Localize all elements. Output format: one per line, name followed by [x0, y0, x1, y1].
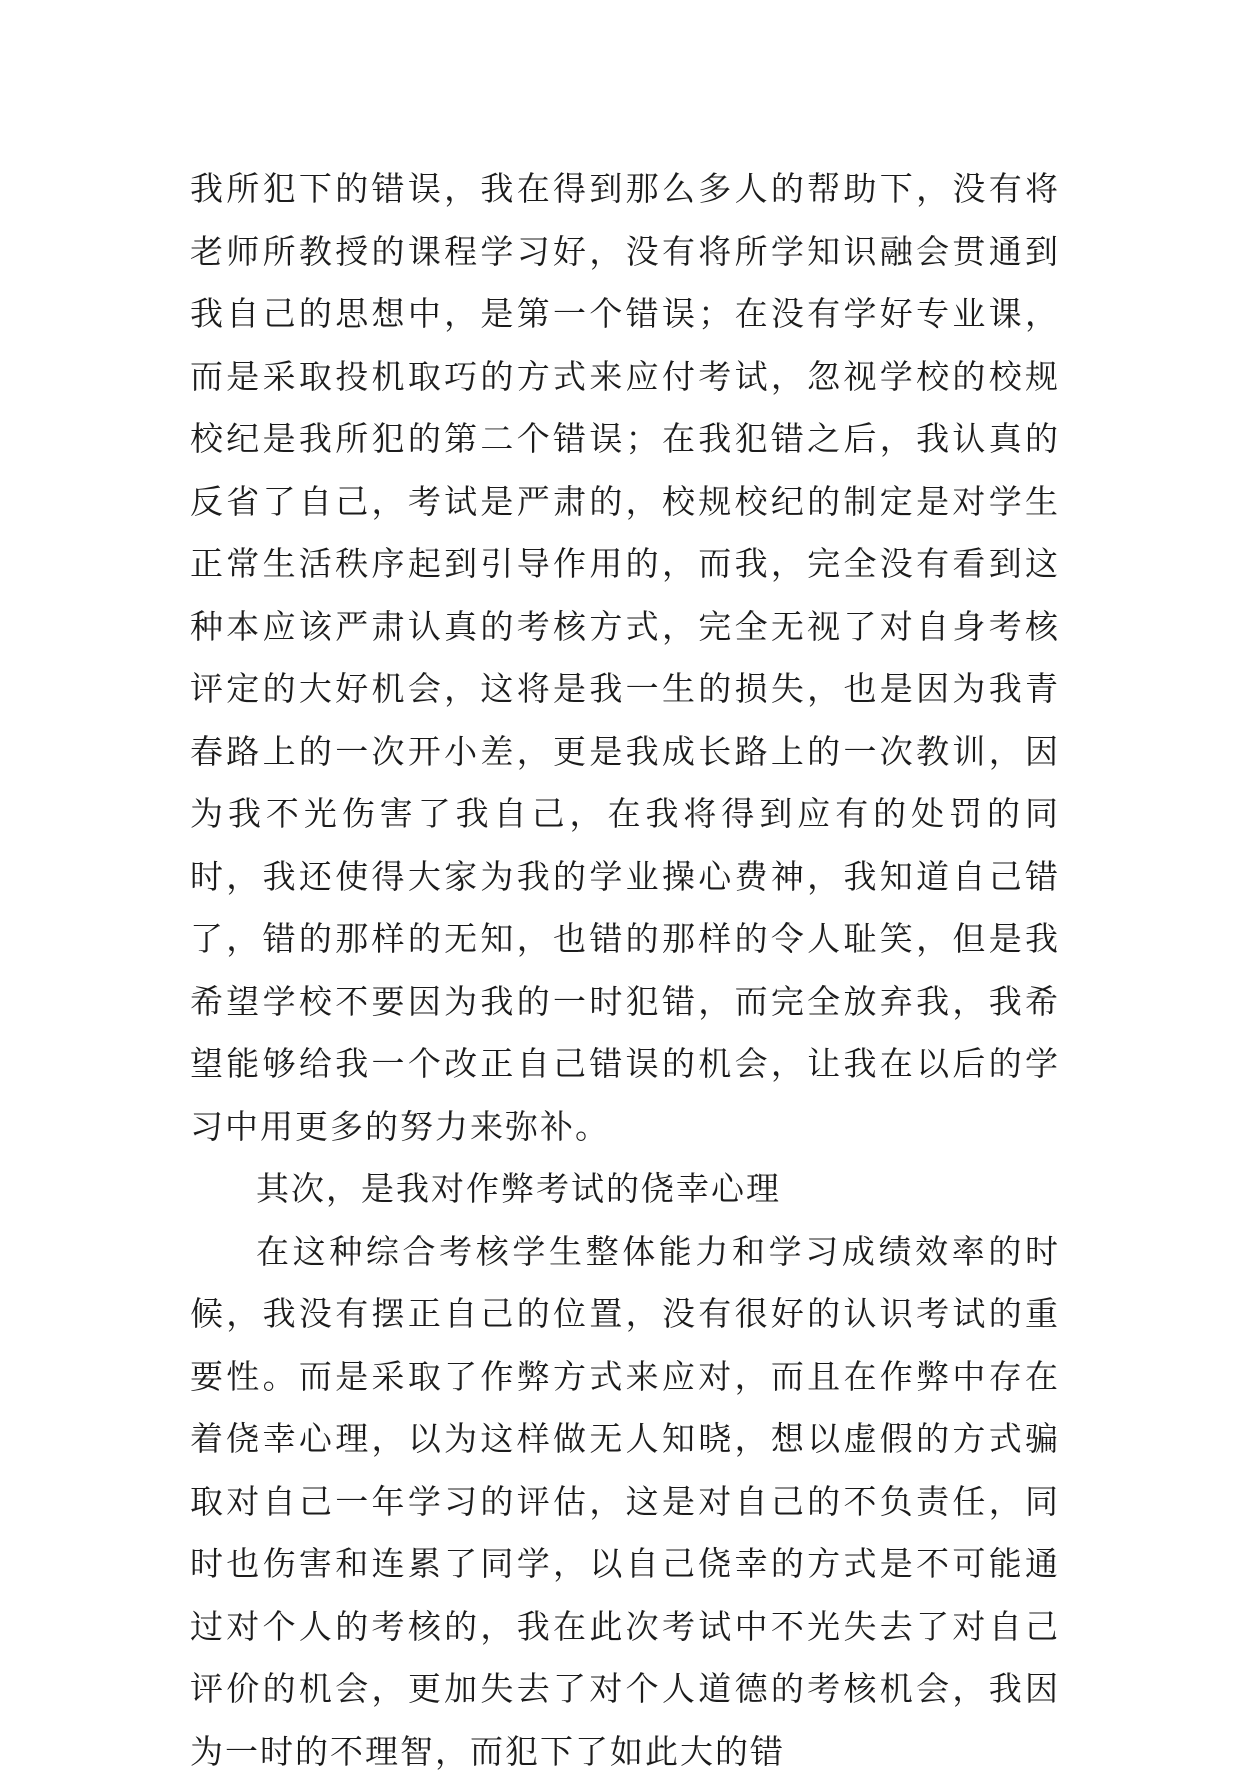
- paragraph-2-heading: 其次，是我对作弊考试的侥幸心理: [190, 1158, 1060, 1221]
- document-body: [190, 158, 1060, 1783]
- paragraph-3: 在这种综合考核学生整体能力和学习成绩效率的时候，我没有摆正自己的位置，没有很好的认识考试的重要性。而是采取了作弊方式来应对，而且在作弊中存在着侥幸心理，以为这样做无人知晓，想以虚假的方式骗取对自己一年学习的评估，这是对自己的不负责任，同时也伤害和连累了同学，以自己侥幸的方式是不可能通过对个人的考核的，我在此次考试中不光失去了对自己评价的机会，更加失去了对个人道德的考核机会，我因为一时的不理智，而犯下了如此大的错: [190, 1221, 1060, 1783]
- paragraph-1: 我所犯下的错误，我在得到那么多人的帮助下，没有将老师所教授的课程学习好，没有将所学知识融会贯通到我自己的思想中，是第一个错误；在没有学好专业课，而是采取投机取巧的方式来应付考试，忽视学校的校规校纪是我所犯的第二个错误；在我犯错之后，我认真的反省了自己，考试是严肃的，校规校纪的制定是对学生正常生活秩序起到引导作用的，而我，完全没有看到这种本应该严肃认真的考核方式，完全无视了对自身考核评定的大好机会，这将是我一生的损失，也是因为我青春路上的一次开小差，更是我成长路上的一次教训，因为我不光伤害了我自己，在我将得到应有的处罚的同时，我还使得大家为我的学业操心费神，我知道自己错了，错的那样的无知，也错的那样的令人耻笑，但是我希望学校不要因为我的一时犯错，而完全放弃我，我希望能够给我一个改正自己错误的机会，让我在以后的学习中用更多的努力来弥补。: [190, 158, 1060, 1158]
